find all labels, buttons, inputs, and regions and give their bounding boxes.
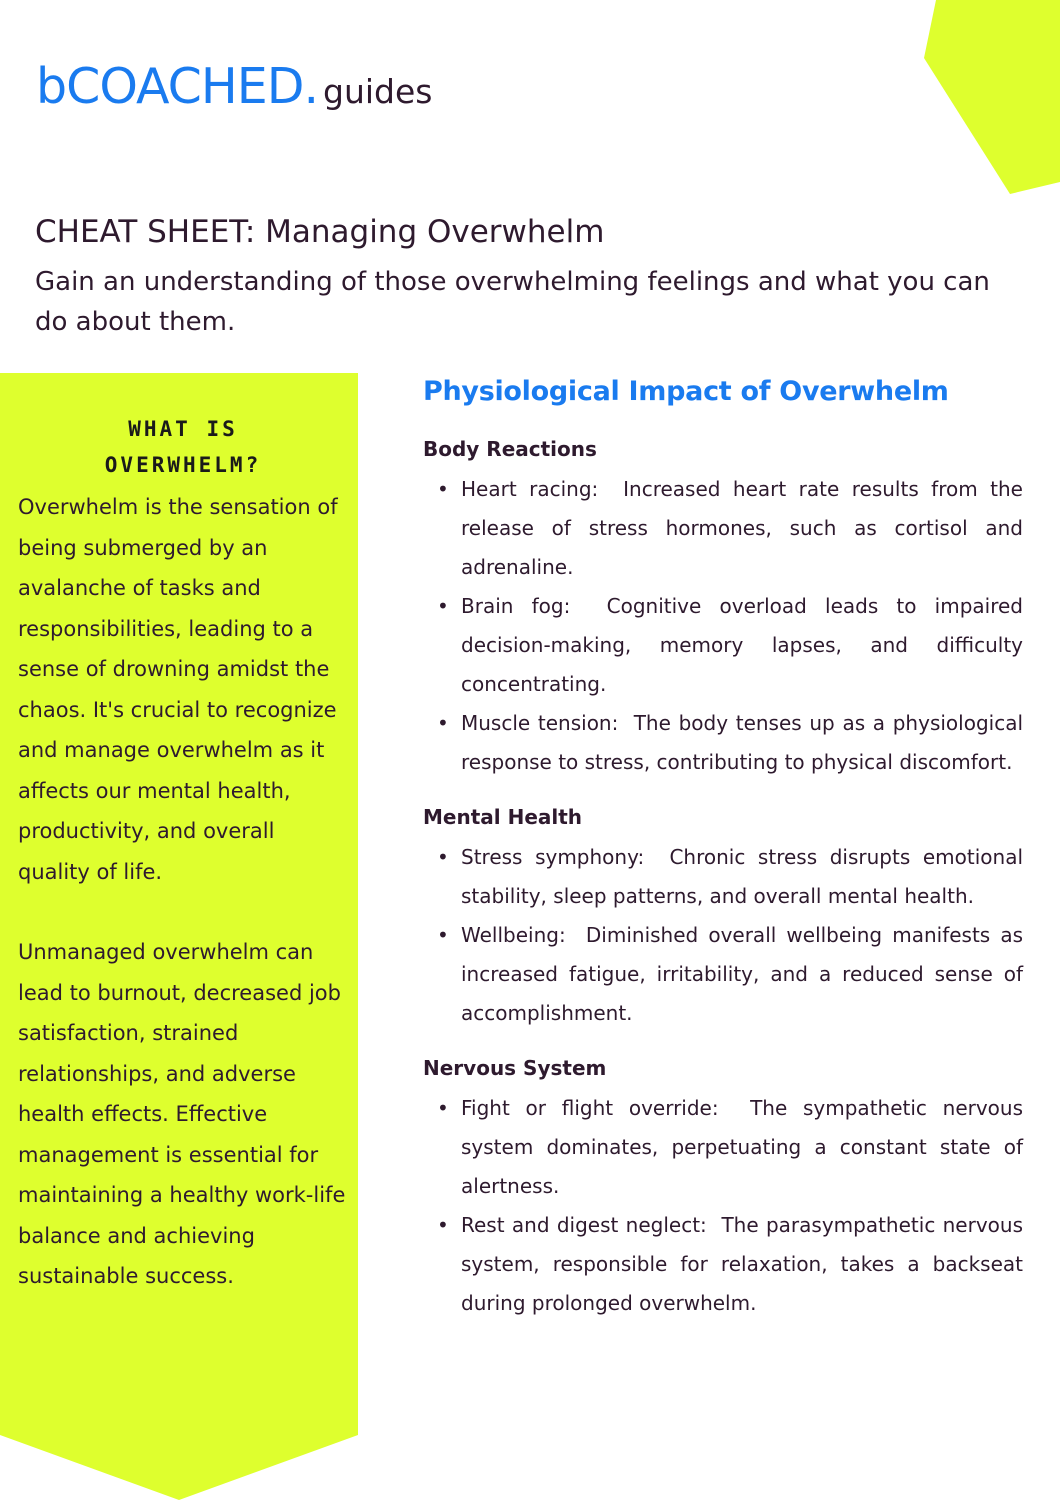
list-item xyxy=(423,1089,1023,1206)
sidebar-heading-line2: OVERWHELM? xyxy=(104,453,262,477)
logo-wordmark: bCOACHED xyxy=(36,58,304,115)
list-item xyxy=(423,587,1023,704)
sidebar-paragraph-1: Overwhelm is the sensation of being submerged by an avalanche of tasks and responsibilities, leading to a sense of drowning amidst the chaos. It's crucial to recognize and manage overwhelm as it affects our mental health, productivity, and overall quality of life. xyxy=(18,495,338,884)
sidebar-heading-line1: WHAT IS xyxy=(128,417,238,441)
bullet-label: Fight or flight override: xyxy=(461,1096,719,1120)
section-title-nervous-system: Nervous System xyxy=(423,1056,607,1080)
bullet-label: Wellbeing: xyxy=(461,923,566,947)
sidebar-paragraph-2: Unmanaged overwhelm can lead to burnout, decreased job satisfaction, strained relationships, and adverse health effects. Effective management is essential for maintaining a healthy work-life balance and achieving sustainable success. xyxy=(18,940,346,1288)
list-item xyxy=(423,1206,1023,1323)
list-item xyxy=(423,916,1023,1033)
list-item xyxy=(423,704,1023,782)
section-title-body-reactions: Body Reactions xyxy=(423,437,597,461)
page-subtitle: Gain an understanding of those overwhelming feelings and what you can do about them. xyxy=(35,267,990,337)
bullet-list-nervous-system xyxy=(423,1089,1023,1323)
bullet-label: Stress symphony: xyxy=(461,845,645,869)
bullet-label: Rest and digest neglect: xyxy=(461,1213,707,1237)
main-content xyxy=(423,372,1023,1343)
bullet-list-mental-health xyxy=(423,838,1023,1033)
brand-logo xyxy=(36,58,433,115)
page-title: CHEAT SHEET: Managing Overwhelm xyxy=(35,214,605,250)
logo-dot: . xyxy=(303,58,320,115)
list-item xyxy=(423,838,1023,916)
corner-decoration xyxy=(860,0,1060,200)
bullet-label: Heart racing: xyxy=(461,477,599,501)
bullet-text: Diminished overall wellbeing manifests as increased fatigue, irritability, and a reduced sense of accomplishment. xyxy=(461,923,1023,1025)
bullet-text: The body tenses up as a physiological response to stress, contributing to physical discomfort. xyxy=(461,711,1024,774)
sidebar-content xyxy=(18,411,348,1297)
section-title-mental-health: Mental Health xyxy=(423,805,583,829)
main-heading: Physiological Impact of Overwhelm xyxy=(423,376,949,407)
bullet-label: Muscle tension: xyxy=(461,711,619,735)
bullet-label: Brain fog: xyxy=(461,594,571,618)
bullet-text: Chronic stress disrupts emotional stability, sleep patterns, and overall mental health. xyxy=(461,845,1024,908)
bullet-list-body-reactions xyxy=(423,470,1023,782)
bullet-text: The sympathetic nervous system dominates, perpetuating a constant state of alertness. xyxy=(461,1096,1024,1198)
bullet-text: The parasympathetic nervous system, responsible for relaxation, takes a backseat during prolonged overwhelm. xyxy=(461,1213,1024,1315)
sidebar-panel xyxy=(0,373,358,1500)
bullet-text: Increased heart rate results from the release of stress hormones, such as cortisol and adrenaline. xyxy=(461,477,1023,579)
sidebar-heading xyxy=(18,411,348,483)
list-item xyxy=(423,470,1023,587)
bullet-text: Cognitive overload leads to impaired decision-making, memory lapses, and difficulty concentrating. xyxy=(461,594,1023,696)
sidebar-spacer xyxy=(18,892,348,932)
logo-subtitle: guides xyxy=(323,72,433,111)
